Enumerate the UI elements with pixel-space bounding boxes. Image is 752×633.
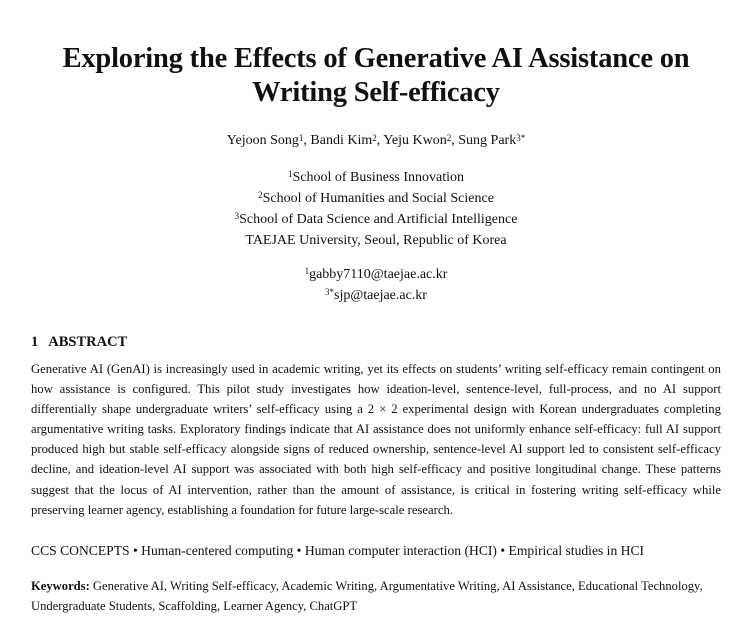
- affiliation-sup: 2: [258, 190, 263, 200]
- affiliation: [0, 167, 752, 188]
- affiliation-list: [0, 167, 752, 251]
- affiliation: [0, 209, 752, 230]
- section-heading-abstract: [31, 333, 127, 351]
- author-sup: 1: [298, 133, 304, 143]
- ccs-concepts: CCS CONCEPTS • Human-centered computing • Human computer interaction (HCI) • Empirical studies in HCI: [31, 543, 645, 558]
- author-name: Bandi Kim: [310, 133, 373, 148]
- email-list: [0, 264, 752, 306]
- email-sup: 3*: [325, 287, 335, 297]
- author-separator: ,: [303, 133, 311, 148]
- paper-title-line-2: Writing Self-efficacy: [252, 77, 500, 108]
- affiliation-sup: 3: [234, 211, 240, 221]
- email-text[interactable]: sjp@taejae.ac.kr: [334, 288, 427, 303]
- affiliation-text: School of Business Innovation: [292, 170, 464, 185]
- author-sup: 2: [372, 133, 377, 143]
- affiliation-text: TAEJAE University, Seoul, Republic of Korea: [245, 233, 507, 248]
- paper-title-line-1: Exploring the Effects of Generative AI Assistance on: [62, 43, 690, 74]
- author-name: Yeju Kwon: [383, 133, 447, 148]
- author-sup: 3*: [516, 133, 526, 143]
- keywords-label: Keywords:: [31, 579, 90, 593]
- abstract-paragraph: Generative AI (GenAI) is increasingly used in academic writing, yet its effects on students’ writing self-efficacy remain contingent on how assistance is configured. This pilot study investigates how ideation-level, sentence-level, full-process, and no AI support differentially shape undergraduate writers’ self-efficacy using a 2 × 2 experimental design with Korean undergraduates completing argumentative writing tasks. Exploratory findings indicate that AI assistance does not uniformly enhance self-efficacy: full AI support produced high but stable self-efficacy alongside signs of reduced ownership, sentence-level AI support led to consistent self-efficacy decline, and ideation-level AI support was associated with both high self-efficacy and positive longitudinal change. These patterns suggest that the locus of AI intervention, rather than the amount of assistance, is critical in fostering writing self-efficacy while preserving learner agency, establishing a foundation for future large-scale research.: [31, 362, 721, 517]
- email-text[interactable]: gabby7110@taejae.ac.kr: [309, 267, 448, 282]
- author-name: Sung Park: [458, 133, 517, 148]
- author-separator: ,: [376, 133, 384, 148]
- author-separator: ,: [451, 133, 459, 148]
- email[interactable]: [0, 285, 752, 306]
- paper-title: [0, 42, 752, 110]
- author-list: [0, 132, 752, 150]
- affiliation-text: School of Data Science and Artificial Intelligence: [239, 212, 518, 227]
- author: [310, 133, 383, 148]
- keywords-text: Generative AI, Writing Self-efficacy, Academic Writing, Argumentative Writing, AI Assistance, Educational Technology, Undergraduate Students, Scaffolding, Learner Agency, ChatGPT: [31, 579, 703, 613]
- affiliation-text: School of Humanities and Social Science: [262, 191, 494, 206]
- affiliation-sup: 1: [288, 169, 293, 179]
- email[interactable]: [0, 264, 752, 285]
- author: [383, 133, 458, 148]
- affiliation: [0, 230, 752, 251]
- email-sup: 1: [304, 266, 310, 276]
- author: [227, 133, 311, 148]
- author-sup: 2: [446, 133, 452, 143]
- section-number: 1: [31, 334, 39, 350]
- author-name: Yejoon Song: [226, 133, 299, 148]
- section-title: ABSTRACT: [48, 334, 128, 350]
- author: [458, 133, 525, 148]
- affiliation: [0, 188, 752, 209]
- keywords-paragraph: [31, 576, 726, 616]
